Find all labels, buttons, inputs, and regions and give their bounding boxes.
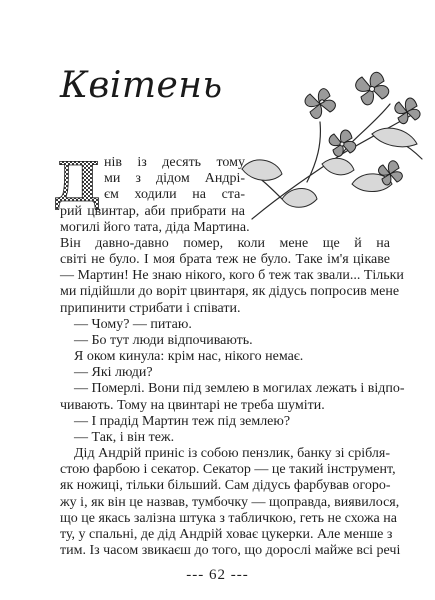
drop-cap-glyph: Д xyxy=(52,150,102,214)
text-line: — І прадід Мартин теж під землею? xyxy=(74,413,291,429)
text-line: тим. Із часом звикаєш до того, що дорослі майже всі речі xyxy=(60,543,401,558)
text-line: що це якась залізна штука з табличкою, геть не схожа на xyxy=(60,510,397,526)
text-line: єм ходили на ста- xyxy=(104,187,245,203)
page-number: --- 62 --- xyxy=(186,567,249,583)
text-line: припинити стрибати і співати. xyxy=(60,300,241,316)
text-line: світі не було. І моя брата теж не було. Таке ім'я цікаве xyxy=(60,252,390,267)
text-line: ми з дідом Андрі- xyxy=(104,171,245,187)
drop-cap-pattern xyxy=(52,150,102,214)
text-line: — Померлі. Вони під землею в могилах лежать і відпо- xyxy=(74,381,405,397)
text-line: ми підійшли до воріт цвинтаря, як дідусь попросив мене xyxy=(60,284,400,300)
text-line: Він давно-давно помер, коли мене ще й на xyxy=(60,235,390,251)
text-line: ту, у спальні, де дід Андрій ховає цукерки. Але менше з xyxy=(60,526,393,542)
text-line: — Мартин! Не знаю нікого, кого б теж так звали... Тільки xyxy=(60,268,404,284)
drop-cap xyxy=(52,150,102,214)
text-line: могилі його тата, діда Мартина. xyxy=(60,219,250,235)
text-line: — Які люди? xyxy=(74,365,153,381)
text-line: чивають. Тому на цвинтарі не треба шуміти. xyxy=(60,397,325,413)
text-line: нів із десять тому xyxy=(104,155,245,170)
chapter-title: Квітень xyxy=(60,65,223,106)
text-line: — Так, і він теж. xyxy=(74,429,175,445)
periwinkle-flower-illustration xyxy=(222,34,432,234)
text-line: рий цвинтар, аби прибрати на xyxy=(60,203,245,219)
text-line: як ножиці, тільки більший. Сам дідусь фарбував огоро- xyxy=(60,478,391,494)
text-line: жу і, як він це назвав, тумбочку — щоправда, виявилося, xyxy=(60,494,400,510)
text-line: — Бо тут люди відпочивають. xyxy=(74,332,253,348)
text-line: стою фарбою і секатор. Секатор — це такий інструмент, xyxy=(60,462,396,478)
text-line: — Чому? — питаю. xyxy=(74,316,192,332)
text-line: Дід Андрій приніс із собою пензлик, банку зі срібля- xyxy=(74,446,390,461)
text-line: Я оком кинула: крім нас, нікого немає. xyxy=(74,349,304,364)
